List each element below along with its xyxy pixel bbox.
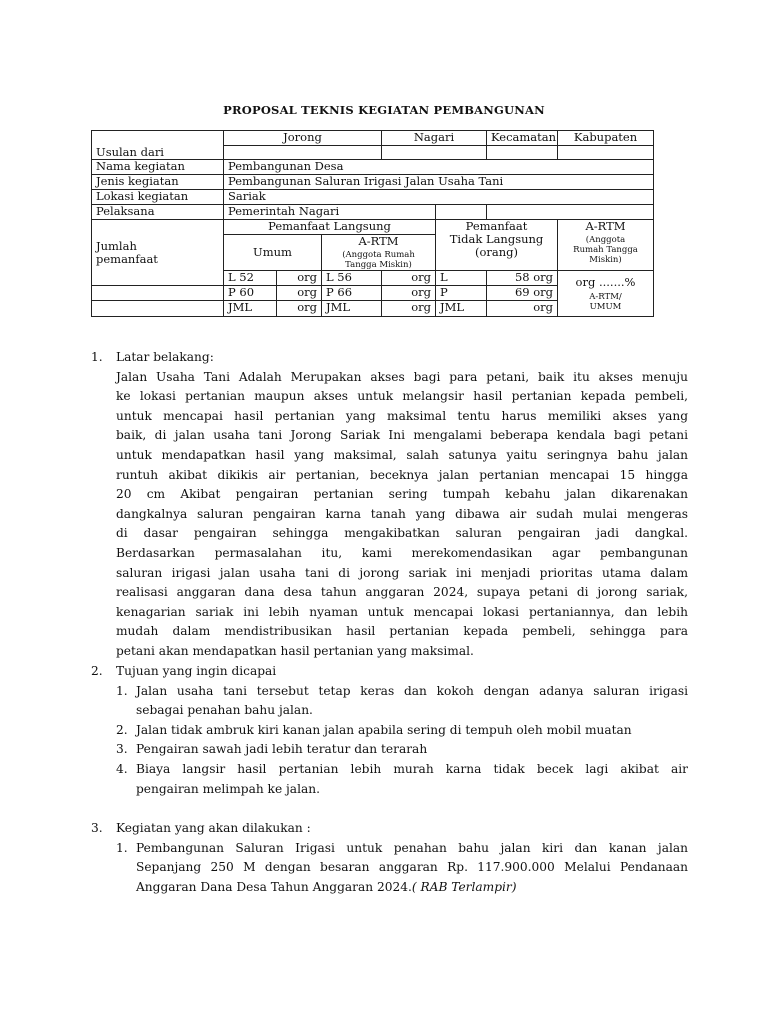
row-jml-artm-unit: org: [382, 301, 436, 317]
usulan-label: Usulan dari: [92, 131, 224, 160]
umum-header: Umum: [224, 235, 322, 271]
section-2-item-number: 4.: [116, 761, 128, 776]
row-jml-artm: JML: [322, 301, 382, 317]
pelaksana-cell-2: [436, 205, 487, 220]
pemanfaat-tidak-langsung-header: [436, 220, 558, 271]
col-jorong: Jorong: [224, 131, 382, 146]
tidak-langsung-line-2: Tidak Langsung: [449, 232, 544, 246]
row-l-umum: L 52: [224, 271, 277, 286]
row-p-artm: P 66: [322, 286, 382, 301]
section-3-item-line-1: Pembangunan Saluran Irigasi untuk penahan bahu jalan kiri dan kanan jalan: [136, 840, 688, 855]
artm-sub-note-1: (Anggota Rumah: [342, 250, 415, 260]
artm-header-note-3: Miskin): [589, 255, 622, 265]
proposal-form-table: [91, 130, 654, 317]
lokasi-kegiatan-value: Sariak: [224, 190, 654, 205]
section-1-line: untuk mencapai hasil pertanian yang maksimal tentu harus memiliki akses yang: [116, 408, 688, 423]
section-3-list-item: [91, 839, 688, 898]
lokasi-kegiatan-label: Lokasi kegiatan: [92, 190, 224, 205]
artm-header-note-1: (Anggota: [585, 235, 626, 245]
section-2-item-number: 1.: [116, 683, 128, 698]
jenis-kegiatan-label: Jenis kegiatan: [92, 175, 224, 190]
kabupaten-value-cell: [558, 146, 654, 160]
row-jml-umum-unit: org: [277, 301, 322, 317]
section-1-line: runtuh akibat dikikis air pertanian, beceknya jalan pertanian mencapai 15 hingga: [116, 467, 688, 482]
row-p-umum: P 60: [224, 286, 277, 301]
artm-percent-cell: [558, 271, 654, 317]
section-latar-belakang: [91, 348, 688, 662]
section-tujuan: [91, 662, 688, 799]
jorong-value-cell: [224, 146, 382, 160]
artm-header-label: A-RTM: [585, 219, 626, 233]
section-1-paragraph: [91, 368, 688, 662]
col-nagari: Nagari: [382, 131, 487, 146]
row-l-artm: L 56: [322, 271, 382, 286]
artm-percent-label-2: UMUM: [589, 301, 622, 312]
section-2-item-number: 3.: [116, 742, 128, 757]
row-l-artm-unit: org: [382, 271, 436, 286]
artm-sub-header: [322, 235, 436, 271]
section-1-heading: Latar belakang:: [116, 350, 214, 364]
section-2-list: [91, 682, 688, 800]
pelaksana-value: Pemerintah Nagari: [224, 205, 436, 220]
nagari-value-cell: [382, 146, 487, 160]
kecamatan-value-cell: [487, 146, 558, 160]
row-jml-umum: JML: [224, 301, 277, 317]
row-jml-tidak: JML: [436, 301, 487, 317]
section-1-line: petani akan mendapatkan hasil pertanian yang maksimal.: [116, 643, 474, 658]
section-1-line: di dasar pengairan sehingga mengakibatkan saluran pengairan jadi dangkal.: [116, 526, 688, 541]
artm-sub-label: A-RTM: [358, 234, 399, 248]
tidak-langsung-line-3: (orang): [475, 245, 519, 259]
section-1-line: saluran irigasi jalan usaha tani di jorong sariak ini menjadi prioritas utama dalam: [116, 565, 688, 580]
nama-kegiatan-label: Nama kegiatan: [92, 160, 224, 175]
section-3-item-line-3: [91, 878, 688, 898]
section-3-item-line-2: Sepanjang 250 M dengan besaran anggaran Rp. 117.900.000 Melalui Pendanaan: [136, 860, 688, 875]
artm-percent: org .......%: [575, 274, 636, 289]
row-p-artm-unit: org: [382, 286, 436, 301]
jenis-kegiatan-value: Pembangunan Saluran Irigasi Jalan Usaha Tani: [224, 175, 654, 190]
section-2-item-line-2: pengairan melimpah ke jalan.: [136, 781, 320, 796]
section-3-number: 3.: [91, 821, 103, 835]
section-kegiatan: [91, 819, 688, 897]
row-p-tidak-value: 69 org: [487, 286, 558, 301]
row-p-tidak: P: [436, 286, 487, 301]
section-1-line: ke lokasi pertanian maupun akses untuk melangsir hasil pertanian kepada pembeli,: [116, 389, 688, 404]
section-2-item-line-2: sebagai penahan bahu jalan.: [136, 703, 313, 718]
section-1-line: baik, di jalan usaha tani Jorong Sariak Ini mengalami beberapa kendala bagi petani: [116, 428, 688, 443]
row-p-umum-unit: org: [277, 286, 322, 301]
section-2-heading: Tujuan yang ingin dicapai: [116, 664, 277, 678]
jumlah-pemanfaat-label: [92, 220, 224, 286]
rab-terlampir-note: ( RAB Terlampir): [411, 879, 517, 894]
artm-header: [558, 220, 654, 271]
section-2-list-item: [91, 740, 688, 760]
pemanfaat-langsung-header: Pemanfaat Langsung: [224, 220, 436, 235]
section-3-item-line-3-text: Anggaran Dana Desa Tahun Anggaran 2024.: [136, 879, 412, 894]
section-1-line: Jalan Usaha Tani Adalah Merupakan akses bagi para petani, baik itu akses menuju: [116, 369, 688, 384]
section-2-item-line-1: Jalan tidak ambruk kiri kanan jalan apabila sering di tempuh oleh mobil muatan: [136, 722, 632, 737]
section-1-line: mudah dalam mendistribusikan hasil pertanian kepada pembeli, sehingga para: [116, 624, 688, 639]
section-1-line: kenagarian sariak ini lebih nyaman untuk mencapai lokasi pertaniannya, dan lebih: [116, 604, 688, 619]
section-3-heading: Kegiatan yang akan dilakukan :: [116, 821, 311, 835]
section-2-list-item: [91, 721, 688, 741]
row-jml-tidak-value: org: [487, 301, 558, 317]
section-2-item-number: 2.: [116, 722, 128, 737]
artm-percent-label-1: A-RTM/: [589, 291, 622, 302]
section-2-list-item: [91, 760, 688, 799]
pelaksana-label: Pelaksana: [92, 205, 224, 220]
row-l-tidak-value: 58 org: [487, 271, 558, 286]
section-1-line: untuk mendapatkan hasil yang maksimal, salah satunya yaitu seringnya bahu jalan: [116, 447, 688, 462]
row-l-tidak: L: [436, 271, 487, 286]
pelaksana-cell-3: [487, 205, 654, 220]
section-1-number: 1.: [91, 350, 103, 364]
section-3-item-number: 1.: [116, 840, 128, 855]
document-title: PROPOSAL TEKNIS KEGIATAN PEMBANGUNAN: [223, 103, 545, 117]
section-2-item-line-1: Jalan usaha tani tersebut tetap keras dan kokoh dengan adanya saluran irigasi: [136, 683, 688, 698]
section-1-line: 20 cm Akibat pengairan pertanian sering tumpah kebahu jalan dikarenakan: [116, 487, 688, 502]
artm-header-note-2: Rumah Tangga: [573, 245, 638, 255]
section-2-number: 2.: [91, 664, 103, 678]
section-2-item-line-1: Pengairan sawah jadi lebih teratur dan terarah: [136, 742, 428, 757]
section-1-line: Berdasarkan permasalahan itu, kami merekomendasikan agar pembangunan: [116, 545, 688, 560]
nama-kegiatan-value: Pembangunan Desa: [224, 160, 654, 175]
row-l-umum-unit: org: [277, 271, 322, 286]
tidak-langsung-line-1: Pemanfaat: [465, 219, 528, 233]
section-1-line: dangkalnya saluran pengairan karna tanah yang dibawa air sudah mulai mengeras: [116, 506, 688, 521]
section-2-list-item: [91, 682, 688, 721]
col-kabupaten: Kabupaten: [558, 131, 654, 146]
col-kecamatan: Kecamatan: [487, 131, 558, 146]
jumlah-label-line-2: pemanfaat: [96, 251, 158, 266]
section-1-line: realisasi anggaran dana desa tahun anggaran 2024, supaya petani di jorong sariak,: [116, 585, 688, 600]
section-2-item-line-1: Biaya langsir hasil pertanian lebih murah karna tidak becek lagi akibat air: [136, 761, 688, 776]
artm-sub-note-2: Tangga Miskin): [345, 260, 412, 270]
jumlah-label-line-1: Jumlah: [96, 238, 137, 253]
